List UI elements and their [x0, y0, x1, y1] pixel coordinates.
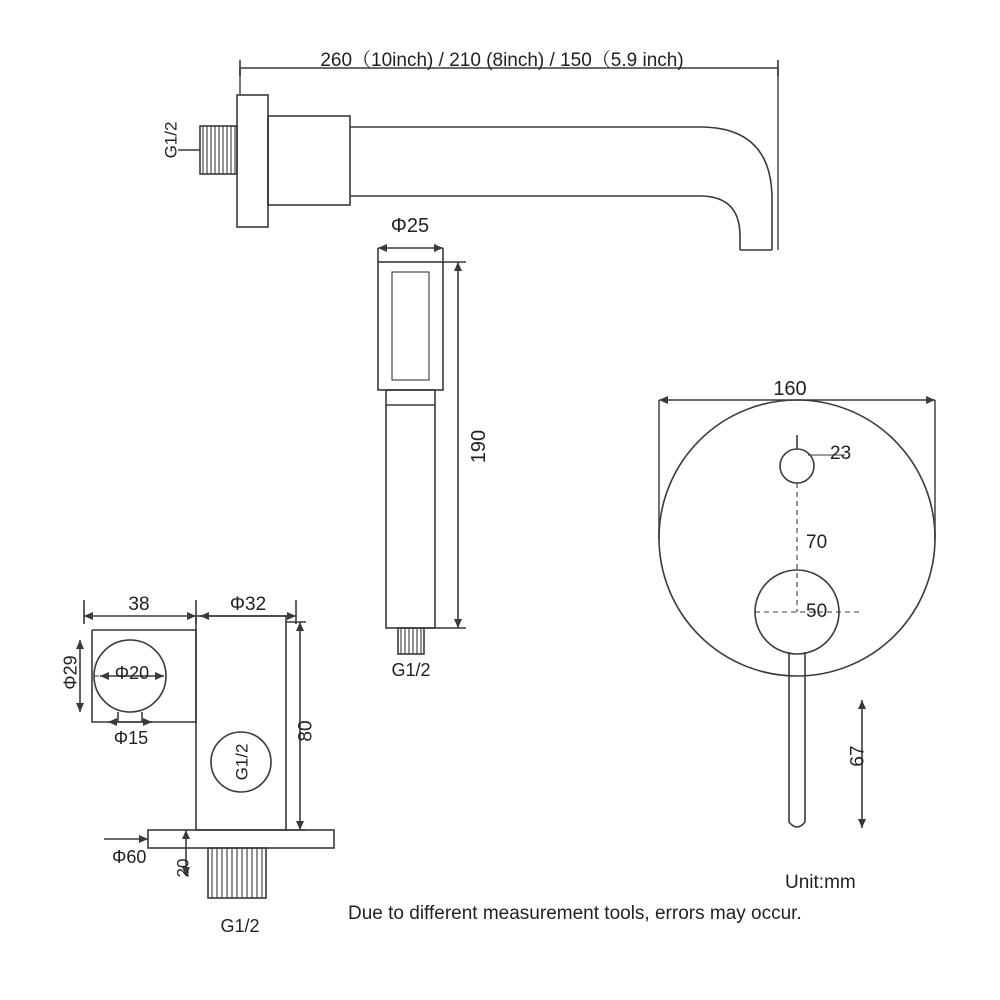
bracket-flange	[148, 830, 334, 848]
handshower-thread-hatch	[401, 628, 421, 654]
bracket-slot-dimension	[108, 718, 152, 726]
spout-base-block	[268, 116, 350, 205]
bracket-body-width-label: Φ32	[229, 594, 267, 615]
bracket-bottom-thread-label: G1/2	[220, 916, 260, 936]
bracket-outlet-thread-label: G1/2	[232, 743, 252, 781]
spout-top-dimension-label: 260（10inch) / 210 (8inch) / 150（5.9 inch)	[320, 50, 684, 71]
bracket-width-label: 38	[128, 594, 150, 615]
bracket-flange-dimension	[104, 835, 148, 843]
bracket-body	[196, 616, 286, 830]
spout-thread-label: G1/2	[161, 121, 181, 159]
bracket-thread-hatch	[212, 848, 262, 898]
bracket-body-height-label: 80	[295, 720, 317, 742]
handshower-diameter-label: Φ25	[390, 215, 430, 237]
handshower-diameter-dimension	[378, 244, 443, 262]
unit-note: Unit:mm	[785, 872, 856, 893]
mixer-diverter-knob	[780, 449, 814, 483]
handshower-thread-label: G1/2	[391, 660, 431, 680]
spout-wall-flange	[237, 95, 268, 227]
bracket-flange-height-label: 20	[173, 858, 193, 878]
handshower-thread	[398, 628, 424, 654]
measurement-disclaimer: Due to different measurement tools, errors may occur.	[348, 903, 802, 924]
bracket-holder-inner-label: Φ20	[114, 663, 150, 683]
mixer-handle-lever	[789, 652, 805, 827]
handshower-length-dimension	[424, 262, 466, 628]
spout-top-dimension-line	[240, 60, 778, 250]
handshower-head	[378, 262, 443, 390]
mixer-width-dimension	[659, 396, 935, 540]
mixer-handle-length-label: 67	[847, 745, 869, 767]
mixer-knob-label: 23	[830, 443, 852, 464]
bracket-holder-outer-label: Φ29	[60, 655, 81, 690]
mixer-knob-offset-label: 70	[806, 532, 828, 553]
handshower-handle	[386, 390, 435, 628]
bracket-slot-label: Φ15	[113, 728, 149, 748]
spout-thread-hatch	[203, 126, 235, 174]
mixer-handle-diameter-label: 50	[806, 601, 828, 622]
bracket-flange-label: Φ60	[112, 847, 147, 867]
handshower-spray-face	[392, 272, 429, 380]
handshower-length-label: 190	[468, 429, 491, 464]
mixer-width-label: 160	[773, 378, 807, 400]
